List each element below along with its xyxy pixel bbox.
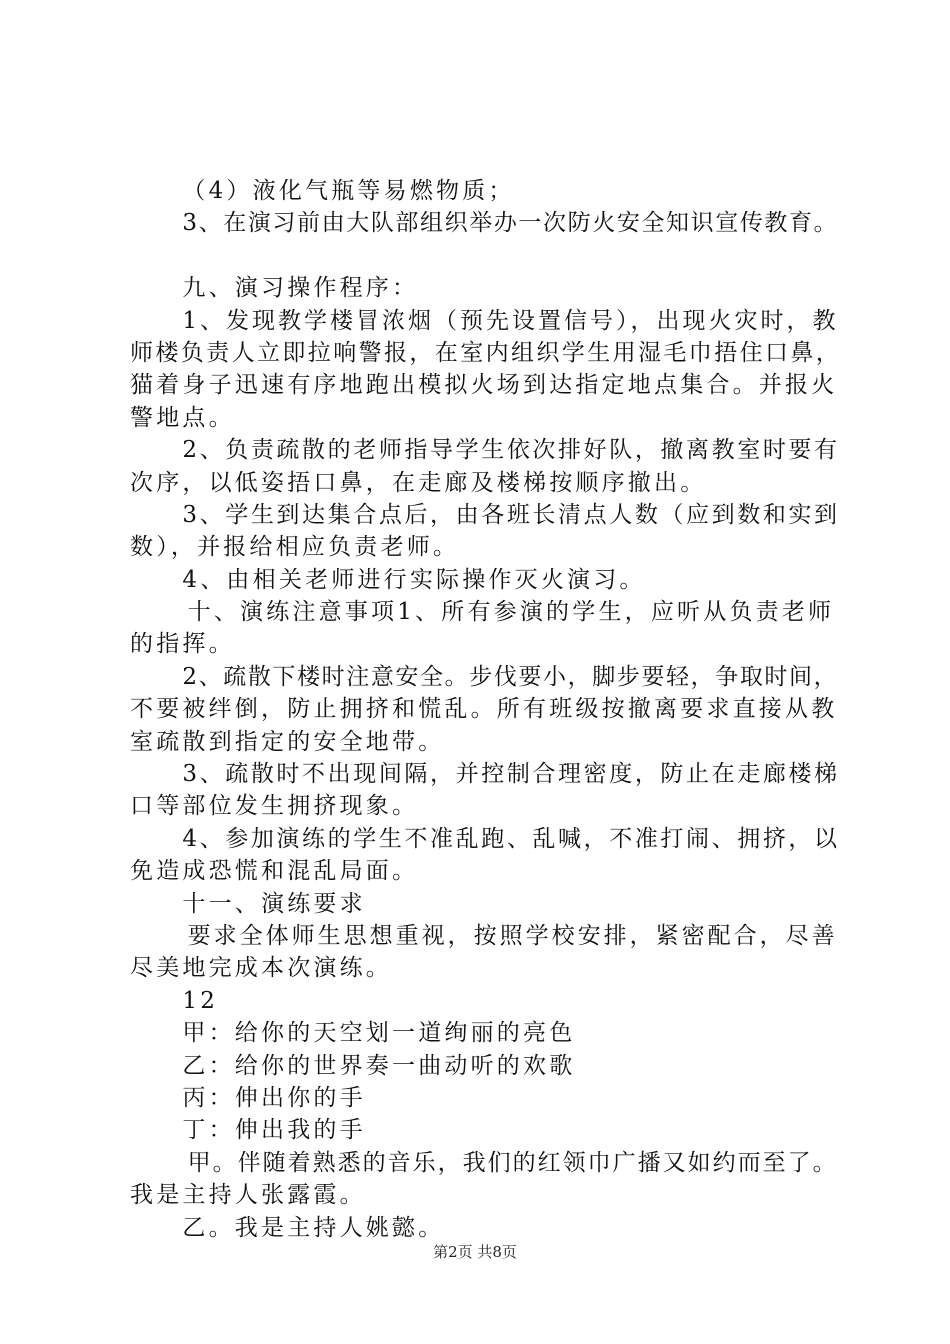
text-line: 3、疏散时不出现间隔，并控制合理密度，防止在走廊楼梯 <box>182 761 840 788</box>
text-line: 猫着身子迅速有序地跑出模拟火场到达指定地点集合。并报火 <box>130 372 838 399</box>
text-line: 乙。我是主持人姚懿。 <box>182 1214 445 1241</box>
text-line: 我是主持人张露霞。 <box>130 1182 366 1209</box>
text-line: 尽美地完成本次演练。 <box>130 955 392 982</box>
text-line: 4、参加演练的学生不准乱跑、乱喊，不准打闹、拥挤，以 <box>182 825 840 852</box>
text-line: 不要被绊倒，防止拥挤和慌乱。所有班级按撤离要求直接从教 <box>130 696 838 723</box>
text-line: （4）液化气瓶等易燃物质； <box>182 178 515 204</box>
text-line: 甲：给你的天空划一道绚丽的亮色 <box>182 1020 576 1047</box>
text-line: 口等部位发生拥挤现象。 <box>130 793 419 820</box>
text-line: 2、疏散下楼时注意安全。步伐要小，脚步要轻，争取时间， <box>182 663 839 690</box>
text-line: 免造成恐慌和混乱局面。 <box>130 858 419 885</box>
text-line: 乙：给你的世界奏一曲动听的欢歌 <box>182 1052 576 1079</box>
text-line: 甲。伴随着熟悉的音乐，我们的红领巾广播又如约而至了。 <box>187 1149 838 1176</box>
text-line: 十一、演练要求 <box>182 890 366 917</box>
text-line: 室疏散到指定的安全地带。 <box>130 728 445 755</box>
text-line: 3、学生到达集合点后，由各班长清点人数（应到数和实到 <box>182 501 840 528</box>
text-line: 丁：伸出我的手 <box>182 1117 366 1144</box>
text-line: 3、在演习前由大队部组织举办一次防火安全知识宣传教育。 <box>182 210 839 237</box>
text-line: 的指挥。 <box>130 631 235 658</box>
text-line: 次序，以低姿捂口鼻，在走廊及楼梯按顺序撤出。 <box>130 469 707 496</box>
text-line: 4、由相关老师进行实际操作灭火演习。 <box>182 566 646 593</box>
text-line: 数），并报给相应负责老师。 <box>130 534 460 561</box>
blank-line <box>130 240 842 272</box>
text-line: 九、演习操作程序： <box>182 275 419 302</box>
text-line: 十、演练注意事项1、所有参演的学生，应听从负责老师 <box>187 599 835 626</box>
text-line: 师楼负责人立即拉响警报，在室内组织学生用湿毛巾捂住口鼻， <box>130 339 842 366</box>
text-line: 12 <box>182 987 219 1014</box>
document-body <box>130 175 842 1244</box>
text-line: 要求全体师生思想重视，按照学校安排，紧密配合，尽善 <box>187 922 838 949</box>
text-line: 1、发现教学楼冒浓烟（预先设置信号），出现火灾时，教 <box>182 307 839 334</box>
text-line: 2、负责疏散的老师指导学生依次排好队，撤离教室时要有 <box>182 437 840 464</box>
text-line: 警地点。 <box>130 404 235 431</box>
page-footer: 第2页 共8页 <box>433 1243 517 1261</box>
text-line: 丙：伸出你的手 <box>182 1084 366 1111</box>
